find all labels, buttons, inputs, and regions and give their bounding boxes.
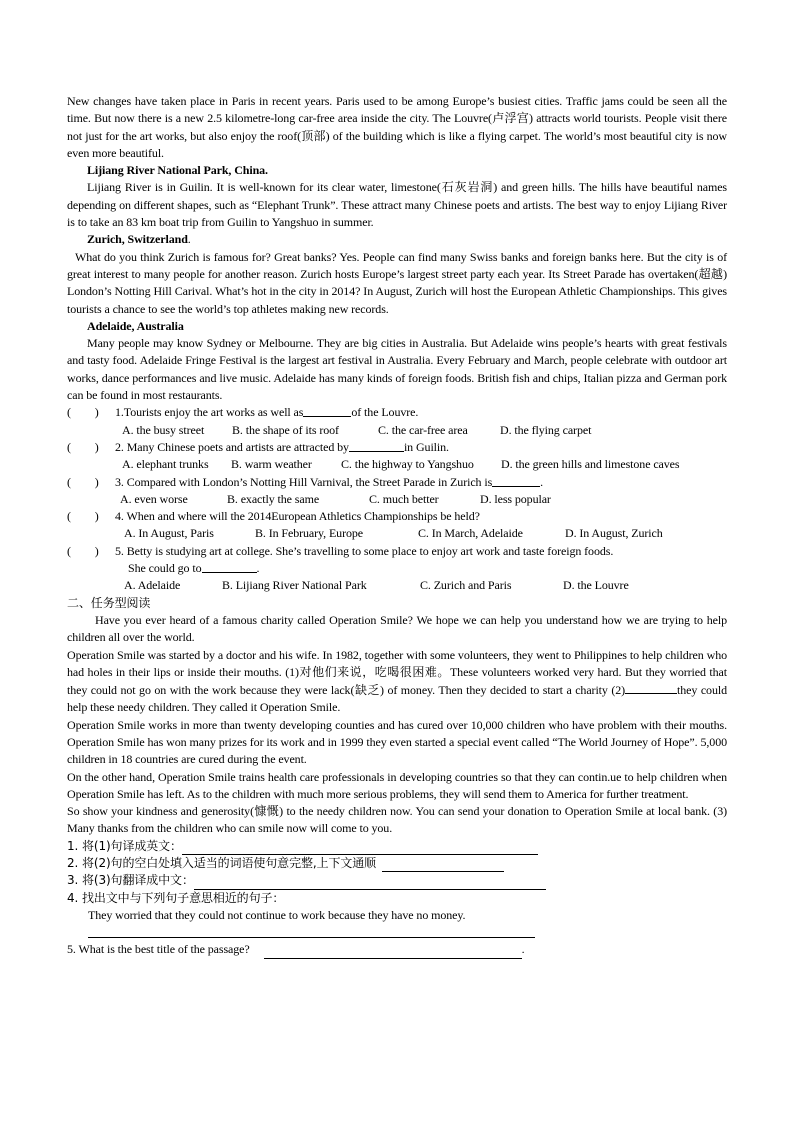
task-5-answer-line[interactable] [264,945,522,959]
charity-paragraph-2-a: Operation Smile was started by a doctor and his wife. In 1982, together with some volunteers, they went to Philippines to help children who had holes in their lips or inside their mouths. (1)对他们来说，吃喝很困难。These volunteers worked very hard. But they worried that they could not go on with the work because they were lack(缺乏) of money. Then they decided to start a charity (2) [67,647,727,698]
task-1-answer-line[interactable] [182,841,538,855]
option-a[interactable]: A. elephant trunks [122,457,209,472]
task-3-answer-line[interactable] [194,876,546,890]
charity-paragraph-3: Operation Smile works in more than twenty developing counties and has cured over 10,000 children who have problem with their mouths. Operation Smile has won many prizes for its work and in 1999 they even started a special event called “The World Journey of Hope”. 5,000 children in 18 countries are cured during the event. [67,717,727,767]
question-4 [67,508,727,525]
question-1 [67,404,727,421]
answer-bracket[interactable]: ( ) [67,439,99,454]
question-stem: 3. Compared with London’s Notting Hill Varnival, the Street Parade in Zurich is [115,474,493,489]
answer-blank[interactable] [492,474,540,487]
question-stem-end: . [540,474,544,489]
option-a[interactable]: A. Adelaide [124,578,181,593]
blank-2[interactable] [625,681,677,694]
task-5-label: 5. What is the best title of the passage? [67,942,250,957]
question-3 [67,474,727,491]
charity-paragraph-1: Have you ever heard of a famous charity called Operation Smile? We hope we can help you understand how we are trying to help children all over the world. [67,612,727,645]
adelaide-heading: Adelaide, Australia [87,318,184,333]
task-2-label: 2. 将(2)句的空白处填入适当的词语使句意完整,上下文通顺 [67,856,377,871]
charity-paragraph-4: On the other hand, Operation Smile trains health care professionals in developing countries so that they can contin.ue to help children when Operation Smile has left. As to the children with much more serious problems, they will send them to America for further treatment. [67,769,727,801]
option-b[interactable]: B. exactly the same [227,491,320,506]
task-1 [67,838,727,855]
question-2-options [67,456,727,473]
answer-bracket[interactable]: ( ) [67,474,99,489]
option-b[interactable]: B. the shape of its roof [232,422,339,437]
charity-paragraph-5: So show your kindness and generosity(慷慨) to the needy children now. You can send your donation to Operation Smile at local bank. (3) Many thanks from the children who can smile now will come to you. [67,804,727,836]
task-4-answer-row [67,924,727,941]
task-5-period: . [521,942,525,957]
question-stem: 1.Tourists enjoy the art works as well as [115,405,304,420]
answer-bracket[interactable]: ( ) [67,543,99,558]
option-a[interactable]: A. the busy street [122,422,205,437]
task-4-sentence: They worried that they could not continue to work because they have no money. [88,907,466,922]
question-5-continued [67,560,727,577]
question-3-options [67,491,727,508]
worksheet-page [67,93,727,959]
option-d[interactable]: D. the green hills and limestone caves [501,457,680,472]
question-4-options [67,525,727,542]
question-stem: 4. When and where will the 2014European Athletics Championships be held? [115,509,480,524]
option-d[interactable]: D. the flying carpet [500,422,592,437]
task-4-label: 4. 找出文中与下列句子意思相近的句子： [67,890,285,905]
charity-paragraph-2-b: they could help these needy children. They called it Operation Smile. [67,683,727,715]
question-stem-end: in Guilin. [403,439,449,454]
question-stem-line2: She could go to [128,561,202,576]
option-c[interactable]: C. much better [369,491,439,506]
option-c[interactable]: C. the highway to Yangshuo [341,457,474,472]
task-3 [67,872,727,889]
lijiang-heading: Lijiang River National Park, China. [87,163,268,178]
option-c[interactable]: C. In March, Adelaide [418,526,523,541]
question-stem-end: of the Louvre. [351,405,419,420]
answer-blank[interactable] [349,439,404,452]
paris-paragraph: New changes have taken place in Paris in recent years. Paris used to be among Europe’s busiest cities. Traffic jams could be seen all the time. But now there is a new 2.5 kilometre-long car-free area inside the city. The Louvre(卢浮宫) attracts world tourists. People visit there not just for the art works, but also enjoy the roof(顶部) of the building which is like a flying carpet. The world’s most beautiful city is now even more beautiful. [67,94,727,160]
answer-blank[interactable] [303,404,351,417]
option-b[interactable]: B. Lijiang River National Park [222,578,367,593]
option-d[interactable]: D. less popular [480,491,551,506]
option-d[interactable]: D. In August, Zurich [565,526,663,541]
question-5-options [67,577,727,594]
task-1-label: 1. 将(1)句译成英文： [67,838,182,853]
zurich-heading: Zurich, Switzerland. [87,232,191,247]
option-c[interactable]: C. the car-free area [378,422,468,437]
option-b[interactable]: B. warm weather [231,457,312,472]
question-stem: 5. Betty is studying art at college. She’s travelling to some place to enjoy art work and taste foreign foods. [115,543,614,558]
option-d[interactable]: D. the Louvre [563,578,629,593]
zurich-paragraph: What do you think Zurich is famous for? Great banks? Yes. People can find many Swiss banks and foreign banks here. But the city is of great interest to many people for another reason. Zurich hosts Europe’s largest street party each year. Its Street Parade has overtaken(超越) London’s Notting Hill Carival. What’s hot in the city in 2014? In August, Zurich will host the European Athletic Championships. This gives tourists a chance to see the world’s top athletes making new records. [67,249,727,316]
task-5 [67,941,727,958]
question-5 [67,543,727,560]
adelaide-paragraph: Many people may know Sydney or Melbourne. They are big cities in Australia. But Adelaide wins people’s hearts with great festivals and tasty food. Adelaide Fringe Festival is the largest art festival in Australia. Every February and March, people celebrate with outdoor art works, dance performances and live music. Adelaide has many kinds of foreign foods. British fish and chips, Italian pizza and German pork can be found in most restaurants. [67,336,727,403]
answer-bracket[interactable]: ( ) [67,405,99,420]
task-3-label: 3. 将(3)句翻译成中文： [67,873,194,888]
section-2-title: 二、任务型阅读 [67,595,151,610]
task-4-answer-line[interactable] [88,924,535,938]
option-b[interactable]: B. In February, Europe [255,526,363,541]
question-stem: 2. Many Chinese poets and artists are attracted by [115,439,349,454]
option-c[interactable]: C. Zurich and Paris [420,578,512,593]
question-1-options [67,422,727,439]
zurich-heading-text: Zurich, Switzerland [87,232,188,247]
task-2 [67,855,727,872]
option-a[interactable]: A. even worse [120,491,188,506]
option-a[interactable]: A. In August, Paris [124,526,214,541]
answer-blank[interactable] [202,560,257,573]
task-2-answer-line[interactable] [382,858,504,872]
lijiang-paragraph: Lijiang River is in Guilin. It is well-known for its clear water, limestone(石灰岩洞) and green hills. The hills have beautiful names depending on different shapes, such as “Elephant Trunk”. These attract many Chinese poets and artists. The best way to enjoy Lijiang River is to take an 83 km boat trip from Guilin to Yangshuo in summer. [67,180,727,230]
question-2 [67,439,727,456]
task-4 [67,890,727,907]
answer-bracket[interactable]: ( ) [67,509,99,524]
question-stem-end: . [256,561,260,576]
charity-paragraph-2 [67,647,727,717]
